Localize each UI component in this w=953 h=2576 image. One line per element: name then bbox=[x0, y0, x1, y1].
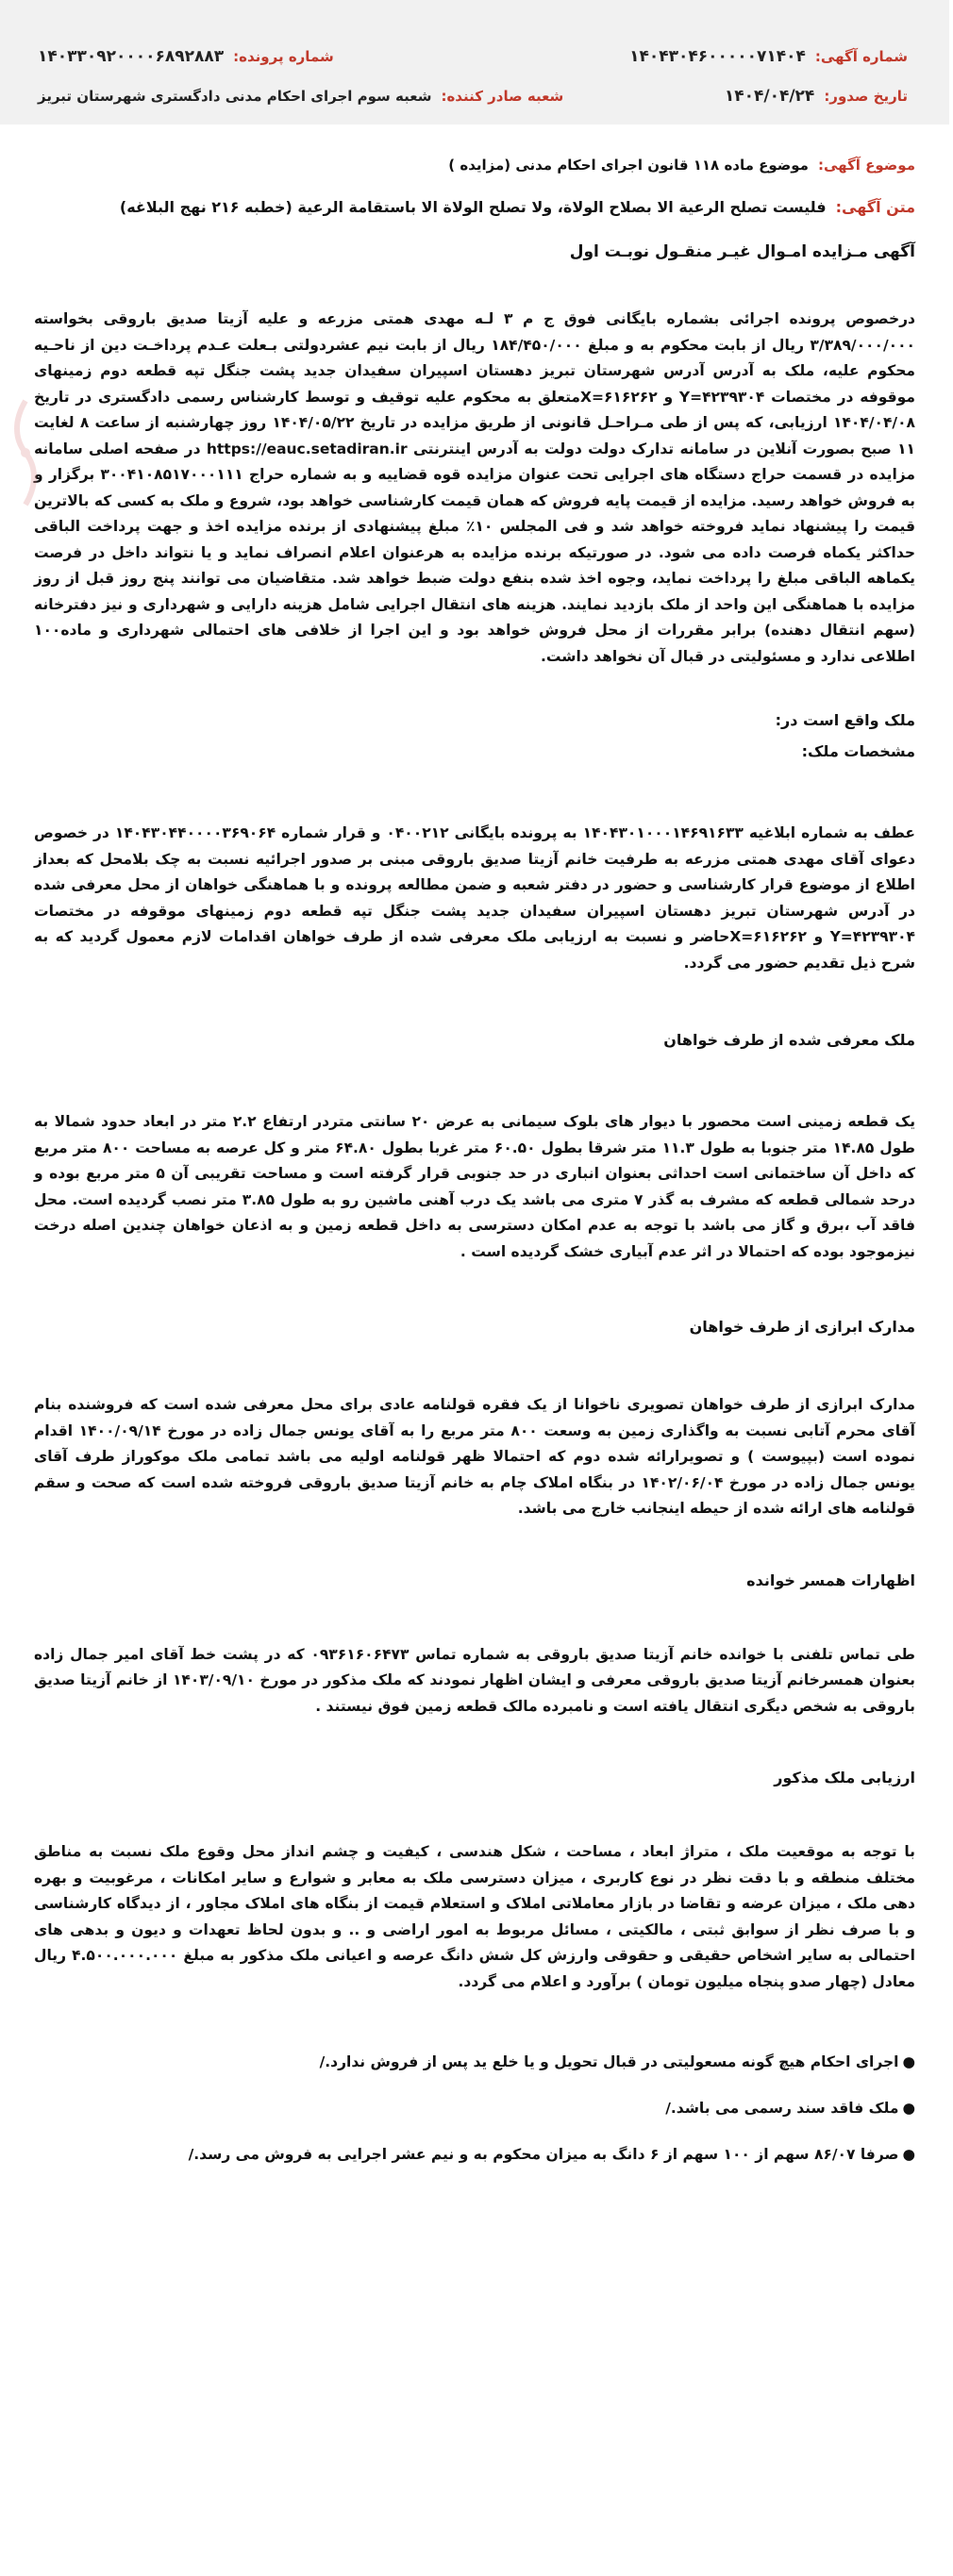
subject-value: موضوع ماده ۱۱۸ قانون اجرای احکام مدنی (مزایده ) bbox=[448, 157, 809, 174]
ad-number bbox=[629, 47, 908, 66]
note-text: صرفا ۸۶/۰۷ سهم از ۱۰۰ سهم از ۶ دانگ به میزان محکوم به و نیم عشر اجرایی به فروش می رسد./ bbox=[188, 2146, 899, 2163]
watermark-logo-icon bbox=[9, 396, 42, 509]
ad-number-label: شماره آگهی: bbox=[814, 48, 908, 65]
paragraph-expert-report: عطف به شماره ابلاغیه ۱۴۰۴۳۰۱۰۰۰۱۴۶۹۱۶۳۳ به پرونده بایگانی ۰۴۰۰۲۱۲ و قرار شماره ۱۴۰۴۳۰۴۴۰۰۰۰۳۶۹۰۶۴ در خصوص دعوای آقای مهدی همتی مزرعه به طرفیت خانم آزیتا صدیق باروقی مبنی بر صدور اجرائیه نسبت به چک بلامحل که بعداز اطلاع از موضوع قرار کارشناسی و حضور در دفتر شعبه و ضمن مطالعه پرونده و با هماهنگی خواهان از محل معرفی شده در آدرس شهرستان تبریز دهستان اسپیران سفیدان جدید پشت جنگل تپه قطعه دوم زمینهای موقوفه در مختصات Y=۴۲۳۹۳۰۴ و X=۶۱۶۲۶۲حاضر و نسبت به ارزیابی ملک معرفی شده از طرف خواهان اقدامات لازم معمول گردید که به شرح ذیل تقدیم حضور می گردد. bbox=[34, 824, 915, 972]
note-text: اجرای احکام هیچ گونه مسعولیتی در قبال تحویل و یا خلع ید پس از فروش ندارد./ bbox=[319, 2053, 899, 2070]
section-documents-heading: مدارک ابرازی از طرف خواهان bbox=[689, 1318, 915, 1336]
intro-label: متن آگهی: bbox=[835, 198, 915, 216]
list-item bbox=[34, 2096, 915, 2121]
header-row-1 bbox=[38, 38, 908, 75]
paragraph-documents: مدارک ابرازی از طرف خواهان تصویری ناخوانا از یک فقره قولنامه عادی برای محل معرفی شده است که فروشنده بنام آقای محرم آتابی نسبت به واگذاری زمین به وسعت ۸۰۰ متر مربع را به آقای یونس جمال زاده در مورخ ۱۴۰۰/۰۹/۱۴ اقدام نموده است (بپیوست ) و تصویرارائه شده دوم که احتمالا ظهر قولنامه اولیه می باشد تمامی ملک موکوراز طرف آقای یونس جمال زاده در مورخ ۱۴۰۲/۰۶/۰۴ در بنگاه املاک چام به خانم آزیتا صدیق باروقی فروخته شده است که صحت و سقم قولنامه های ارائه شده از حیطه اینجانب خارج می باشد. bbox=[34, 1396, 915, 1517]
issue-date bbox=[725, 87, 908, 106]
bullet-dot-icon: ● bbox=[902, 2146, 915, 2163]
bullet-dot-icon: ● bbox=[902, 2053, 915, 2070]
bullet-dot-icon: ● bbox=[902, 2100, 915, 2117]
issuer-label: شعبه صادر کننده: bbox=[441, 88, 564, 105]
list-item bbox=[34, 2050, 915, 2075]
ad-number-value: ۱۴۰۴۳۰۴۶۰۰۰۰۰۷۱۴۰۴ bbox=[629, 47, 806, 66]
intro-value: فلیست تصلح الرعیة الا بصلاح الولاة، ولا تصلح الولاة الا باستقامة الرعیة (خطبه ۲۱۶ نهج البلاغه) bbox=[119, 198, 827, 216]
issuer-value: شعبه سوم اجرای احکام مدنی دادگستری شهرستان تبریز bbox=[38, 88, 432, 105]
note-text: ملک فاقد سند رسمی می باشد./ bbox=[665, 2100, 899, 2117]
paragraph-valuation: با توجه به موقعیت ملک ، متراژ ابعاد ، مساحت ، شکل هندسی ، کیفیت و چشم انداز محل وقوع ملک نسبت به مناطق مختلف منطقه و با دقت نظر در نوع کاربری ، میزان دسترسی ملک به معابر و شوارع و سایر امکانات ، مرغوبیت و بهره دهی ملک ، میزان عرضه و تقاضا در بازار معاملاتی املاک و استعلام قیمت از بنگاه های املاک مجاور ، از دیدگاه کارشناسی و با صرف نظر از سوابق ثبتی ، مالکیتی ، مسائل مربوط به امور اراضی و .. و بدون لحاظ تعهدات و دیون و بدهی های احتمالی به سایر اشخاص حقیقی و حقوقی وارزش کل شش دانگ عرصه و اعیانی ملک مذکور به مبلغ ۴.۵۰۰.۰۰۰.۰۰۰ ریال معادل (چهار صدو پنجاه میلیون تومان ) برآورد و اعلام می گردد. bbox=[34, 1843, 915, 1990]
intro-row bbox=[34, 198, 915, 216]
section-valuation-heading: ارزیابی ملک مذکور bbox=[774, 1769, 915, 1787]
section-statement-heading: اظهارات همسر خوانده bbox=[746, 1571, 915, 1589]
main-title: آگهی مـزایده امـوال غیـر منقـول نوبـت اول bbox=[569, 242, 915, 261]
paragraph-property-description: یک قطعه زمینی است محصور با دیوار های بلوک سیمانی به عرض ۲۰ سانتی متردر ارتفاع ۲.۲ متر در ابعاد حدود شمالا به طول ۱۴.۸۵ متر جنوبا به طول ۱۱.۳ متر شرقا بطول ۶۰.۵۰ متر غربا بطول ۶۴.۸۰ متر و کل عرصه به مساحت ۸۰۰ متر مربع که داخل آن ساختمانی است احداثی بعنوان انباری در حد جنوبی قرار گرفته است و مساحت تقریبی آن ۵ متر مربع بوده و درحد شمالی قطعه که مشرف به گذر ۷ متری می باشد یک درب آهنی ماشین رو به طول ۳.۸۵ متر نصب گردیده است. محل فاقد آب ،برق و گاز می باشد با توجه به عدم امکان دسترسی به داخل قطعه زمین و به اذعان خواهان چندین اصله درخت نیزموجود بوده که احتمالا در اثر عدم آبیاری خشک گردیده است . bbox=[34, 1113, 916, 1260]
case-number bbox=[38, 47, 334, 66]
section-property-heading: ملک معرفی شده از طرف خواهان bbox=[663, 1031, 915, 1049]
list-item bbox=[34, 2142, 915, 2168]
case-number-label: شماره پرونده: bbox=[233, 48, 334, 65]
subject-label: موضوع آگهی: bbox=[817, 157, 915, 174]
section-location-heading: ملک واقع است در: bbox=[775, 711, 915, 729]
notice-header bbox=[0, 0, 949, 125]
issuer bbox=[38, 88, 563, 105]
notes-list bbox=[34, 2050, 915, 2168]
header-row-2 bbox=[38, 77, 908, 115]
issue-date-label: تاریخ صدور: bbox=[824, 88, 908, 105]
paragraph-statement: طی تماس تلفنی با خوانده خانم آزیتا صدیق باروقی به شماره تماس ۰۹۳۶۱۶۰۶۴۷۳ که در پشت خط آقای امیر جمال زاده بعنوان همسرخانم آزیتا صدیق باروقی معرفی و ایشان اظهار نمودند که ملک مذکور در مورخ ۱۴۰۳/۰۹/۱۰ از خانم آزیتا صدیق باروقی به شخص دیگری انتقال یافته است و نامبرده مالک قطعه زمین فوق نیستند . bbox=[34, 1645, 915, 1715]
section-specs-heading: مشخصات ملک: bbox=[801, 742, 915, 760]
paragraph-auction-details: درخصوص پرونده اجرائی بشماره بایگانی فوق ج م ۳ لـه مهدی همتی مزرعه و علیه آزیتا صدیق باروقی بخواسته ۳/۳۸۹/۰۰۰/۰۰۰ ریال از بابت محکوم به و مبلغ ۱۸۴/۴۵۰/۰۰۰ ریال از بابت نیم عشردولتی بـعلت عـدم پرداخـت دین از ناحـیه محکوم علیه، ملک به آدرس آدرس شهرستان تبریز دهستان اسپیران سفیدان جدید پشت جنگل تپه قطعه دوم زمینهای موقوفه در مختصات Y=۴۲۳۹۳۰۴ و X=۶۱۶۲۶۲متعلق به محکوم علیه توقیف و توسط کارشناس رسمی دادگستری در تاریخ ۱۴۰۴/۰۴/۰۸ ارزیابی، که پس از طی مـراحـل قانونی از طریق مزایده در تاریخ ۱۴۰۴/۰۵/۲۲ روز چهارشنبه از ساعت ۸ لغایت ۱۱ صبح بصورت آنلاین در سامانه تدارک دولت دولت به آدرس اینترنتی https://eauc.setadiran.ir در صفحه اصلی سامانه مزایده در قسمت حراج دستگاه های اجرایی تحت عنوان مزایده قوه قضاییه و به شماره حراج ۳۰۰۴۱۰۸۵۱۷۰۰۰۱۱۱ برگزار و به فروش خواهد رسید. مزایده از قیمت پایه فروش که همان قیمت کارشناسی خواهد بود، شروع و ملک به کسی که بالاترین قیمت را پیشنهاد نماید فروخته خواهد شد و فی المجلس ۱۰٪ مبلغ پیشنهادی از برنده مزایده اخذ و جهت پرداخت الباقی حداکثر یکماه فرصت داده می شود. در صورتیکه برنده مزایده به هرعنوان اعلام انصراف نماید و یا نتواند داخل در فرصت یکماهه الباقی مبلغ را پرداخت نماید، وجوه اخذ شده بنفع دولت ضبط خواهد شد. متقاضیان می توانند پنج روز قبل از روز مزایده با هماهنگی این واحد از ملک بازدید نمایند. هزینه های انتقال اجرایی شامل هزینه دارایی و شهرداری و نیز دفترخانه (سهم انتقال دهنده) برابر مقررات از محل فروش خواهد بود و این اجرا از خلافی های احتمالی شهرداری و ماده۱۰۰ اطلاعی ندارد و مسئولیتی در قبال آن نخواهد داشت. bbox=[34, 310, 916, 665]
issue-date-value: ۱۴۰۴/۰۴/۲۴ bbox=[724, 87, 815, 106]
subject-row bbox=[34, 157, 915, 174]
case-number-value: ۱۴۰۳۳۰۹۲۰۰۰۰۶۸۹۲۸۸۳ bbox=[38, 47, 225, 66]
